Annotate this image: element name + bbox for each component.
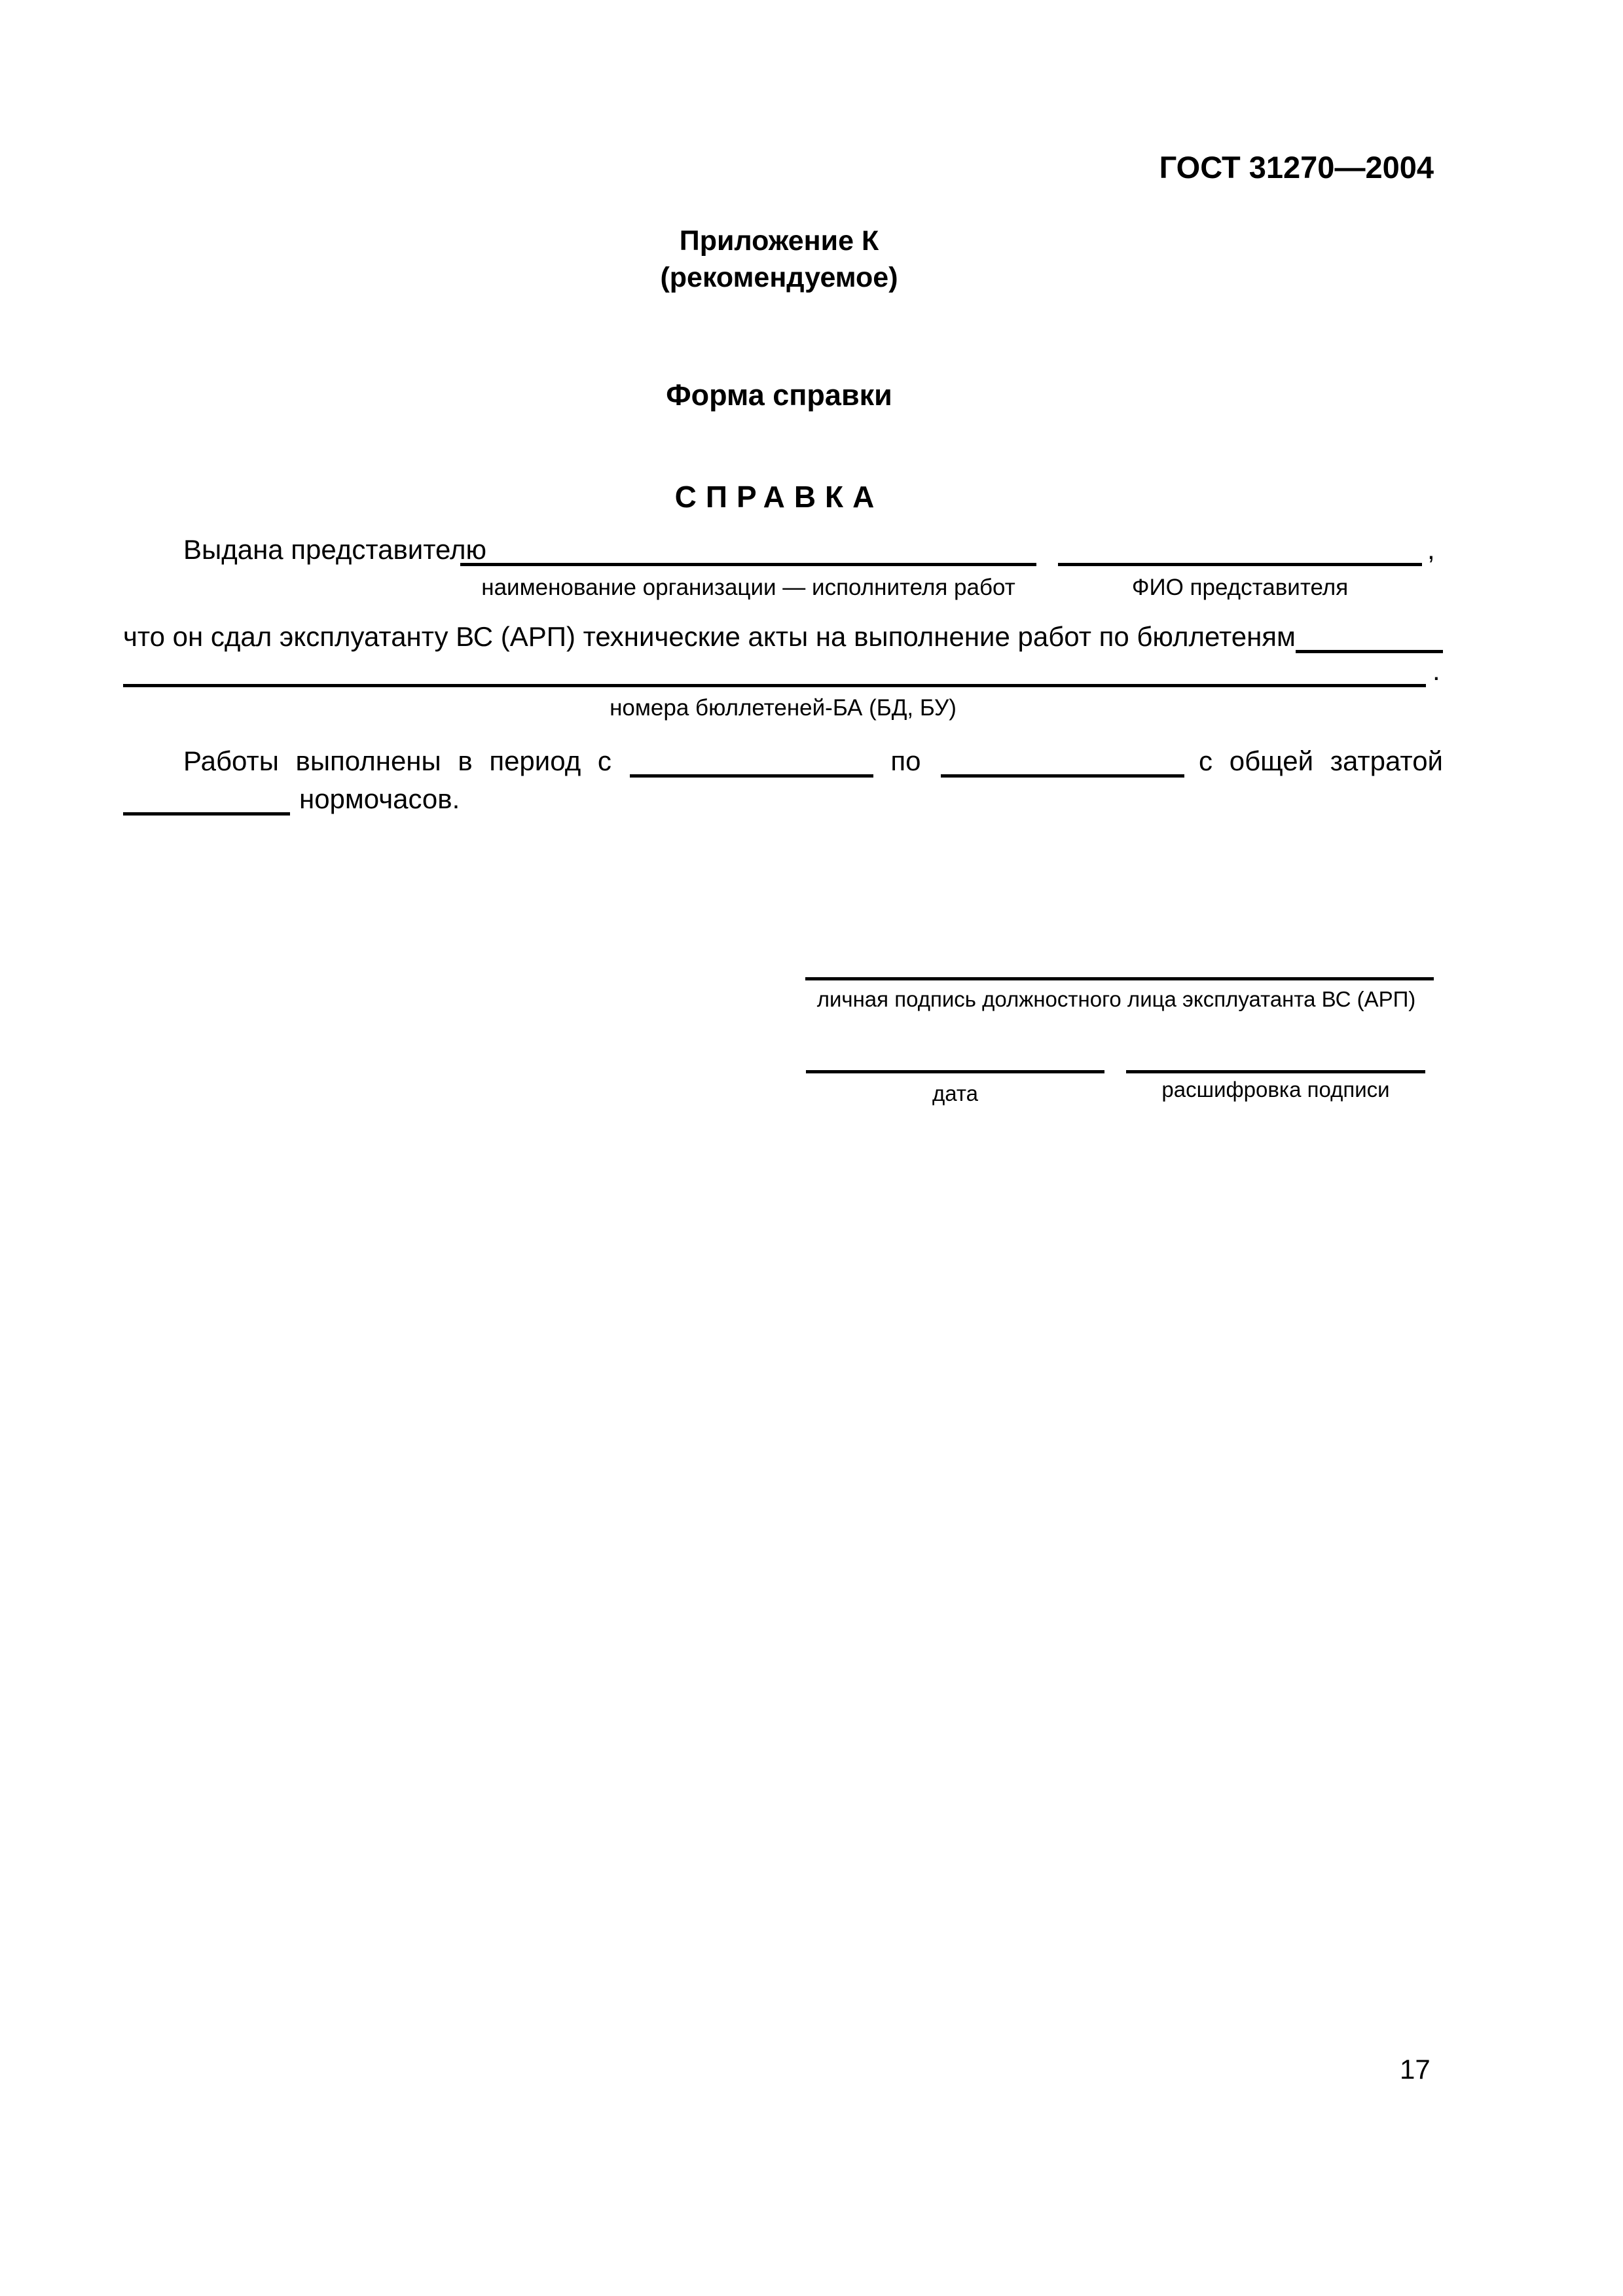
handed-text: что он сдал эксплуатанту ВС (АРП) технические акты на выполнение работ по бюллетеням	[123, 621, 1296, 652]
date-to-blank-line	[941, 745, 1185, 778]
comma-mark: ,	[1427, 534, 1435, 565]
issued-lead-text: Выдана представителю	[183, 534, 486, 565]
page-number: 17	[1400, 2054, 1431, 2085]
representative-blank-line	[1058, 533, 1422, 566]
form-heading: СПРАВКА	[674, 480, 884, 514]
organization-caption: наименование организации — исполнителя работ	[481, 575, 1015, 600]
appendix-heading	[0, 223, 1558, 296]
work-period-row	[183, 745, 1443, 778]
signature-name-caption: расшифровка подписи	[1161, 1077, 1390, 1102]
date-blank-line	[806, 1041, 1104, 1073]
date-from-blank-line	[630, 745, 874, 778]
hours-row	[123, 783, 778, 816]
appendix-subtitle: (рекомендуемое)	[660, 262, 898, 293]
appendix-title: Приложение К	[679, 225, 879, 257]
signature-name-blank-line	[1126, 1041, 1425, 1073]
standard-designation: ГОСТ 31270—2004	[1159, 150, 1434, 185]
handed-line-row	[123, 620, 1443, 653]
bulletins-continuation-blank-line	[123, 655, 1426, 687]
signature-blank-line	[805, 948, 1434, 980]
representative-caption: ФИО представителя	[1131, 575, 1349, 600]
signature-caption: личная подпись должностного лица эксплуатанта ВС (АРП)	[816, 987, 1416, 1011]
hours-blank-line	[123, 783, 290, 816]
bulletins-blank-line	[1296, 620, 1443, 653]
hours-label: нормочасов.	[299, 783, 460, 814]
bulletins-caption: номера бюллетеней-БА (БД, БУ)	[610, 695, 957, 721]
work-tail-text: с общей затратой	[1199, 745, 1444, 776]
organization-blank-line	[460, 533, 1036, 566]
work-lead-text: Работы выполнены в период с	[183, 745, 611, 776]
period-mark: .	[1432, 655, 1440, 686]
date-caption: дата	[932, 1081, 978, 1105]
bulletins-continuation-row	[123, 655, 1443, 687]
work-middle-text: по	[890, 745, 921, 776]
form-title: Форма справки	[666, 378, 892, 412]
